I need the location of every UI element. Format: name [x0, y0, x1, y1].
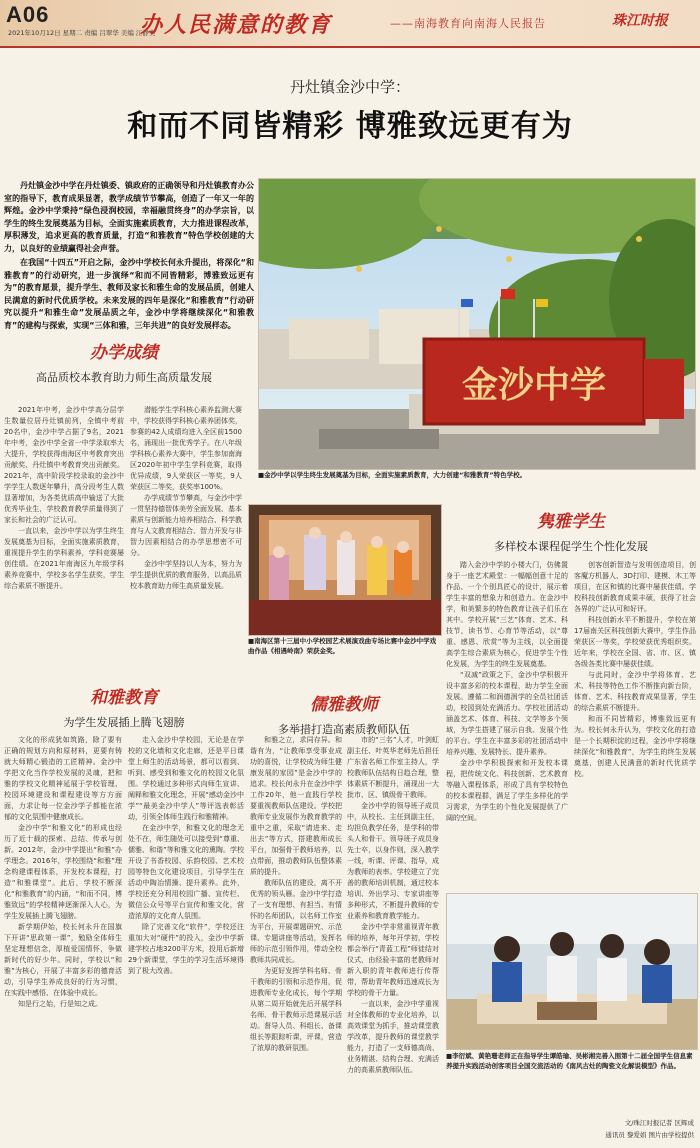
body-paragraph: “双减”政策之下，金沙中学积极开设丰富多彩的校本课程，助力学生全面发展。遵循二和润德润学的全员社团活动，校园到处充满活力。学校社团活动涵盖艺术、体育、科技、文学等多个领域，为学生搭建了展示自我、发展个性的平台。学生在丰富多彩的社团活动中培养兴趣、发展特长、提升素养。	[446, 671, 568, 756]
section-1-tag: 办学成绩	[90, 343, 158, 363]
page-number: A06	[6, 2, 50, 27]
body-paragraph: 和而不同皆精彩，博雅致远更有为。校长何永升认为，学校文化的打造是一个长期积淀的过程，金沙中学将继续深化“和雅教育”，为学生的终生发展奠基，创建人民满意的新时代优质学校。	[574, 715, 696, 778]
school-sign: 金沙中学	[461, 364, 607, 406]
body-paragraph: 2021年中考，金沙中学高分层学生数量位居丹灶镇前列，全镇中考前20名中，金沙中学占据了9名，2021年中考，金沙中学全省一中学录取率大大提升，学校获得南海区中考教育突出贡献奖、丹灶镇中考教育突出贡献奖。2021年，高中阶段学校录取的金沙中学学生人数逐年攀升，高分段考生人数显著增加，为各类优质高中输送了大批优秀毕业生，学校教育教学质量得到了家长和社会的广泛认可。	[4, 406, 124, 524]
section-2-header	[4, 683, 244, 730]
section-3-column-a	[250, 735, 342, 1140]
body-paragraph: 一直以来，金沙中学以为学生终生发展奠基为目标，全面实施素质教育，重视提升学生的学科素养，学科竞赛屡创佳绩。在2021年南海区九年级学科素养竞赛中，学校多名学生获奖，学生综合素质不断提升。	[4, 527, 124, 590]
section-1-column-a	[4, 405, 124, 670]
body-paragraph: 踏入金沙中学的小楼大门，仿佛置身于一座艺术殿堂：一幅幅创意十足的作品、一个个别具匠心的设计，展示着学生丰富的想象力和创造力。在金沙中学，和美繁多的特色教育让孩子们乐在其中。学校开展“三艺”体育、艺术、科技节，读书节、心育节等活动，以“尊重、感恩、欣赏”等为主线，以全面提高学生综合素质为核心，促进学生个性化发展，为学生的终生发展奠基。	[446, 561, 568, 668]
section-1-column-b	[130, 405, 242, 670]
body-paragraph: 金沙中学的领导班子成员中，从校长、主任到副主任，均担负教学任务，是学科的带头人和骨干。领导班子成员身先士卒，以身作则，深入教学一线，听课、评课、指导，成为教师的表率。学校建立了完善的教师培训机制，通过校本培训、外出学习、专家讲座等多种形式，不断提升教师的专业素养和教育教学能力。	[347, 802, 439, 920]
photo-credit: 通讯员 黎爱娟 图片由学校提供	[605, 1131, 694, 1139]
body-paragraph: 走入金沙中学校园，无论是在学校的文化墙和文化走廊，还是平日课堂上师生的活动场景，都可以看到、听到、感受到和雅文化的校园文化氛围。学校通过多种形式向师生宣讲、阐释和雅文化理念，开展“感动金沙中学”“最美金沙中学人”等评选表彰活动，引领全体师生践行和雅精神。	[128, 736, 244, 821]
body-paragraph: 科技创新水平不断提升，学校在第17届南关区科技创新大赛中，学生作品荣获区一等奖，学校荣获优秀组织奖。近年来，学校在全国、省、市、区、镇各级各类比赛中屡获佳绩。	[574, 616, 696, 668]
middle-photo-caption: ■南海区第十三届中小学校园艺术展演戏曲专场比赛中金沙中学戏曲作品《相遇岭南》荣获金奖。	[248, 637, 437, 655]
body-paragraph: 潜能学生学科核心素养监测大赛中，学校获得学科核心素养团体奖，参赛的42人成绩均进入全区前1500名，涌现出一批优秀学子。在八年级学科核心素养大赛中，学生参加南海区2020年初中学生学科竞赛，取得优异成绩，9人荣获区一等奖，9人荣获区二等奖，获奖率100%。	[130, 406, 242, 491]
date-line: 2021年10月12日 星期二 责编 吕翠华 美编 江静奕	[8, 29, 156, 37]
body-paragraph: 除了完善文化“软件”，学校还注重加大对“硬件”的投入，金沙中学新建学校占地3200平方米，投用后新增29个新课堂，学生的学习生活环境得到了极大改善。	[128, 923, 244, 975]
body-paragraph: 金沙中学坚持以人为本，努力为学生提供优质的教育服务，以高品质校本教育助力师生高质量发展。	[130, 560, 242, 590]
bottom-photo-caption: ■李衍斌、黄艳珊老师正在指导学生谭皓瑜、吴彬湘完善入围第十二届全国学生信息素养提升实践活动创客项目全国交流活动的《南风古灶的陶瓷文化解说模型》作品。	[446, 1052, 693, 1070]
body-paragraph: 在金沙中学，和雅文化的理念无处不在，师生随处可以接受到“尊重、儒雅、和谐”等和雅文化的熏陶。学校开设了书香校园、乐韵校园、艺术校园等特色文化建设项目，引导学生在活动中陶冶情操、提升素养。此外，学校还充分利用校园广播、宣传栏、微信公众号等平台宣传和雅文化，营造浓厚的文化育人氛围。	[128, 824, 244, 920]
section-3-header	[248, 690, 440, 737]
body-paragraph: 新学期伊始，校长何永升在国旗下开讲“思政第一课”，勉励全体师生坚定理想信念，厚植爱国情怀，争做新时代的好少年。同时，学校以“和雅”为核心，开展了丰富多彩的德育活动，引导学生养成良好的行为习惯，在实践中感悟、在体验中成长。	[4, 923, 122, 997]
section-4-title: 多样校本课程促学生个性化发展	[494, 540, 648, 553]
classroom-illustration	[447, 894, 697, 1049]
page-header	[0, 0, 700, 48]
lead-block	[4, 180, 254, 330]
author-credit: 文/珠江时报记者 区辉成	[624, 1119, 694, 1127]
section-4-tag: 隽雅学生	[537, 512, 605, 532]
section-4-column-b	[574, 560, 696, 890]
body-paragraph: 金沙中学非常重视青年教师的培养，每年开学初，学校都会举行“青蓝工程”师徒结对仪式，由经验丰富的老教师对新入职的青年教师进行传帮带，帮助青年教师迅速成长为学校的骨干力量。	[347, 923, 439, 997]
lead-paragraph: 丹灶镇金沙中学在丹灶镇委、镇政府的正确领导和丹灶镇教育办公室的指导下，教育成果显著，教学成绩节节攀高，创造了一年又一年的辉煌。金沙中学秉持“绿色浸润校园，幸福融贯终身”的办学宗旨，以学生的终生发展奠基为目标，全面实施素质教育，大力推进课程改革，厚积薄发，追求更高的教育质量，打造“和雅教育”特色学校创建的大力，以良好的业绩赢得社会声誉。	[4, 181, 254, 253]
header-title: 办人民满意的教育	[140, 12, 333, 38]
body-paragraph: 教师队伍的建设，离不开优秀的领头雁。金沙中学打造了一支有理想、有担当、有情怀的名师团队，以名师工作室为平台，开展课题研究、示范课、专题讲座等活动，发挥名师的示范引领作用，带动全校教师共同成长。	[250, 879, 342, 964]
section-2-column-a	[4, 735, 122, 1140]
body-paragraph: 知是行之始，行是知之成。	[18, 1000, 102, 1008]
top-photo-caption: ■金沙中学以学生终生发展奠基为目标，全面实施素质教育，大力创建“和雅教育”特色学校。	[258, 471, 527, 479]
section-1-title: 高品质校本教育助力师生高质量发展	[36, 371, 212, 384]
body-paragraph: 与此同时，金沙中学将体育、艺术、科技等特色工作不断推向新台阶，体育、艺术、科技教育成果显著，学生的综合素质不断提升。	[574, 671, 696, 712]
headline-kicker: 丹灶镇金沙中学：	[289, 78, 410, 96]
section-4-header	[446, 507, 696, 554]
headline: 和而不同皆精彩 博雅致远更有为	[127, 109, 573, 144]
header-subtitle: ——南海教育向南海人民报告	[390, 17, 546, 30]
opera-stage-illustration	[249, 505, 441, 635]
section-1-header	[4, 338, 244, 385]
section-4-column-a	[446, 560, 568, 890]
students-classroom-photo	[446, 893, 698, 1050]
body-paragraph: 为更好发挥学科名师、骨干教师的引领和示范作用，促进教师专业化成长，每个学期从第二周开始就先后开展学科名师、骨干教师示范课展示活动。督导人员、科组长、备课组长等跟踪听课，评课，营造了浓厚的教研氛围。	[250, 967, 342, 1052]
section-2-title: 为学生发展插上腾飞翅膀	[63, 716, 185, 729]
body-paragraph: 金沙中学积极探索和开发校本课程，把传统文化、科技创新、艺术教育等融入课程体系，形成了具有学校特色的校本课程群，满足了学生多样化的学习需求，为学生的个性化发展提供了广阔的空间。	[446, 759, 568, 822]
body-paragraph: 办学成绩节节攀高，与金沙中学一贯坚持德智体美劳全面发展、基本素质与创新能力培养相结合、科学教育与人文教育相结合、智力开发与非智力因素相结合的办学思想密不可分。	[130, 494, 242, 557]
newspaper-logo: 珠江时报	[612, 13, 668, 29]
school-gate-illustration	[259, 179, 695, 469]
body-paragraph: 一直以来，金沙中学重视对全体教师的专业化培养，以高效课堂为抓手，推动课堂教学改革，提升教师的课堂教学能力，打造了一支师德高尚、业务精湛、结构合理、充满活力的高素质教师队伍。	[347, 1000, 439, 1074]
opera-performance-photo	[248, 504, 442, 636]
body-paragraph: 市的“三名”人才，叶剑虹副主任、叶英华老师先后担任广东省名师工作室主持人，学校教师队伍结构日趋合理，整体素质不断提升，涌现出一大批市、区、镇级骨干教师。	[347, 736, 439, 799]
section-2-column-b	[128, 735, 244, 1140]
section-3-title: 多举措打造高素质教师队伍	[278, 723, 410, 736]
school-gate-photo	[258, 178, 696, 470]
body-paragraph: 文化的形成犹如筑路，除了要有正确的规划方向和原材料，更要有铸就大师精心锻造的工匠精神。金沙中学把文化当作学校发展的灵魂，把和雅的学校文化精神延展于学校管理、校园环境建设和课程建设等方方面面，力求让每一位金沙学子都能在浓郁的文化氛围中健康成长。	[4, 736, 122, 821]
section-2-tag: 和雅教育	[90, 688, 158, 708]
body-paragraph: 和雅之立，求同存异。和谐有为，“让教师享受事业成功的喜悦，让学校成为师生健康发展的家园”是金沙中学的追求。校长何永升在金沙中学工作20年，他一直践行学校要重视教师队伍建设。学校把教师专业发展作为教育教学的重中之重，采取“请进来、走出去”等方式，搭建教师成长平台，加强骨干教师培养，以点带面，推动教师队伍整体素质的提升。	[250, 736, 342, 876]
section-3-tag: 儒雅教师	[310, 695, 378, 715]
body-paragraph: 创客创新智造与发明创造项目，创客魔方机器人、3D打印、建模、木工等项目，在区和镇的比赛中屡获佳绩。学校科技创新教育成果丰硕，获得了社会各界的广泛认可和好评。	[574, 561, 696, 613]
body-paragraph: 金沙中学“和雅文化”的形成也经历了近十载的探索、总结、传承与创新。2012年，金沙中学提出“和雅”办学理念。2016年，学校围绕“和雅”理念构建课程体系，开发校本课程，打造“和雅课堂”。此后，学校不断深化“和雅教育”的内涵，“和而不同，博雅致远”的学校精神逐渐深入人心，为学生发展插上腾飞翅膀。	[4, 824, 122, 920]
lead-paragraph: 在我国“十四五”开启之际，金沙中学校长何永升提出，将深化“和雅教育”的行动研究，进一步演绎“和而不同皆精彩，博雅致远更有为”的教育愿景，提升学生、教师及家长和雅生命的发展品质，创建人民满意的新时代优质学校。未来发展的四年是深化“和雅教育”行动研究以提升“和雅生命”发展品质之年，金沙中学将继续深化“和雅教育”的建构与探索，实现“三体和雅，三年共进”的良好发展样态。	[4, 258, 254, 330]
section-3-column-b	[347, 735, 439, 1140]
